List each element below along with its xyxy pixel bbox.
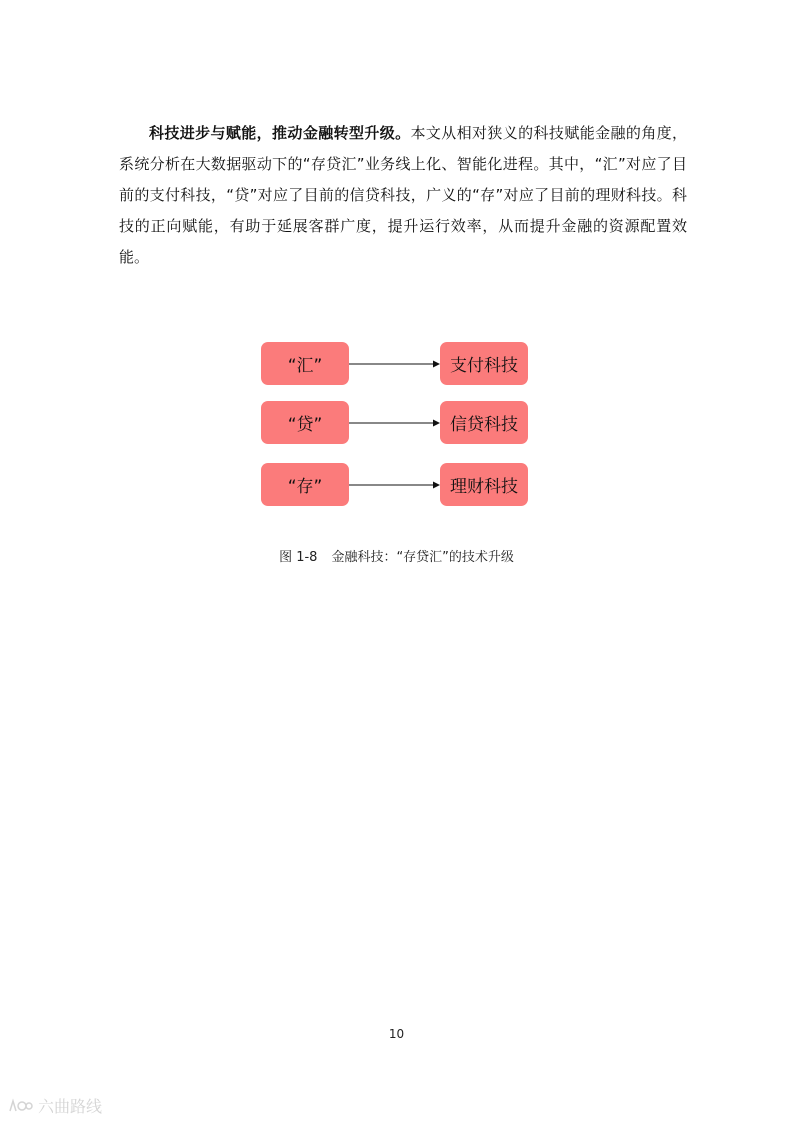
watermark-logo-icon — [8, 1098, 34, 1114]
page-number: 10 — [388, 1027, 405, 1041]
node-cun — [261, 463, 349, 506]
paragraph-body: 本文从相对狭义的科技赋能金融的角度，系统分析在大数据驱动下的“存贷汇”业务线上化、智能化进程。其中，“汇”对应了目前的支付科技，“贷”对应了目前的信贷科技，广义的“存”对应了目前的理财科技。科技的正向赋能，有助于延展客群广度，提升运行效率，从而提升金融的资源配置效能。 — [119, 124, 687, 266]
body-paragraph — [119, 118, 687, 273]
node-wealth-tech — [440, 463, 528, 506]
paragraph-lead: 科技进步与赋能，推动金融转型升级。 — [149, 124, 411, 142]
node-payment-tech-label: 支付科技 — [450, 356, 518, 376]
figure-title: 金融科技：“存贷汇”的技术升级 — [331, 550, 514, 565]
figure-number: 图 1-8 — [279, 550, 318, 565]
node-wealth-tech-label: 理财科技 — [450, 477, 518, 497]
flow-diagram — [260, 342, 530, 508]
arrow-dai — [349, 418, 440, 428]
node-hui — [261, 342, 349, 385]
node-cun-label: “存” — [287, 477, 323, 497]
figure-caption — [0, 546, 793, 565]
node-dai-label: “贷” — [287, 415, 323, 435]
watermark-text: 六曲路线 — [38, 1097, 103, 1116]
node-hui-label: “汇” — [287, 356, 323, 376]
node-dai — [261, 401, 349, 444]
node-credit-tech — [440, 401, 528, 444]
arrow-hui — [349, 359, 440, 369]
watermark — [8, 1094, 102, 1117]
arrow-cun — [349, 480, 440, 490]
node-credit-tech-label: 信贷科技 — [450, 415, 518, 435]
node-payment-tech — [440, 342, 528, 385]
